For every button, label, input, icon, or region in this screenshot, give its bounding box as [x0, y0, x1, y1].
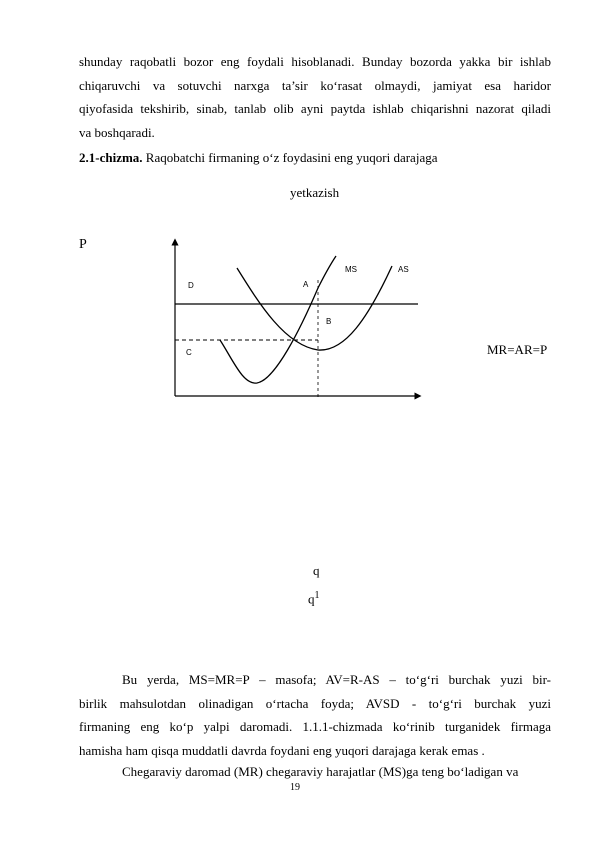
price-line-label: MR=AR=P	[487, 342, 548, 357]
figure-label: 2.1-chizma.	[79, 150, 143, 165]
continuation-line: Chegaraviy daromad (MR) chegaraviy harajatlar (MS)ga teng bo‘ladigan va	[122, 764, 519, 779]
explanation-paragraph	[79, 668, 551, 762]
x-axis-label: q	[313, 563, 320, 578]
text-line: Bu yerda, MS=MR=P – masofa; AV=R-AS – to‘g‘ri burchak yuzi bir-	[122, 672, 551, 687]
figure-caption-continuation: yetkazish	[290, 185, 340, 200]
quantity-marker-sup: 1	[314, 590, 320, 601]
series-as-label: AS	[398, 265, 409, 274]
text-line: birlik mahsulotdan olinadigan o‘rtacha foyda; AVSD - to‘g‘ri burchak yuzi	[79, 695, 551, 711]
point-label-b: B	[326, 317, 332, 326]
text-line: chiqaruvchi va sotuvchi narxga ta’sir ko‘rasat olmaydi, jamiyat esa haridor	[79, 77, 551, 93]
figure-caption	[79, 150, 437, 166]
series-ms-label: MS	[345, 265, 357, 274]
text-line: hamisha ham qisqa muddatli davrda foydani eng yuqori darajaga kerak emas .	[79, 742, 485, 758]
text-line: firmaning eng ko‘p yalpi daromadi. 1.1.1-chizmada ko‘rinib turganidek firmaga	[79, 719, 551, 734]
series-as-curve	[237, 266, 392, 350]
y-axis-label: P	[79, 237, 87, 252]
text-line: va boshqaradi.	[79, 124, 155, 140]
point-label-a: A	[303, 280, 309, 289]
text-line: qiyofasida tekshirib, sinab, tanlab olib ayni paytda ishlab chiqarishni nazorat qiladi	[79, 101, 551, 116]
page-number: 19	[290, 782, 300, 793]
quantity-marker-label	[308, 590, 320, 607]
point-label-c: C	[186, 348, 192, 357]
series-ms-curve	[220, 256, 336, 383]
intro-paragraph	[79, 50, 551, 144]
text-line: shunday raqobatli bozor eng foydali hisoblanadi. Bunday bozorda yakka bir ishlab	[79, 54, 551, 69]
figure-title: Raqobatchi firmaning o‘z foydasini eng yuqori darajaga	[142, 150, 438, 165]
quantity-marker-text: q	[308, 591, 315, 607]
point-label-d: D	[188, 281, 194, 290]
